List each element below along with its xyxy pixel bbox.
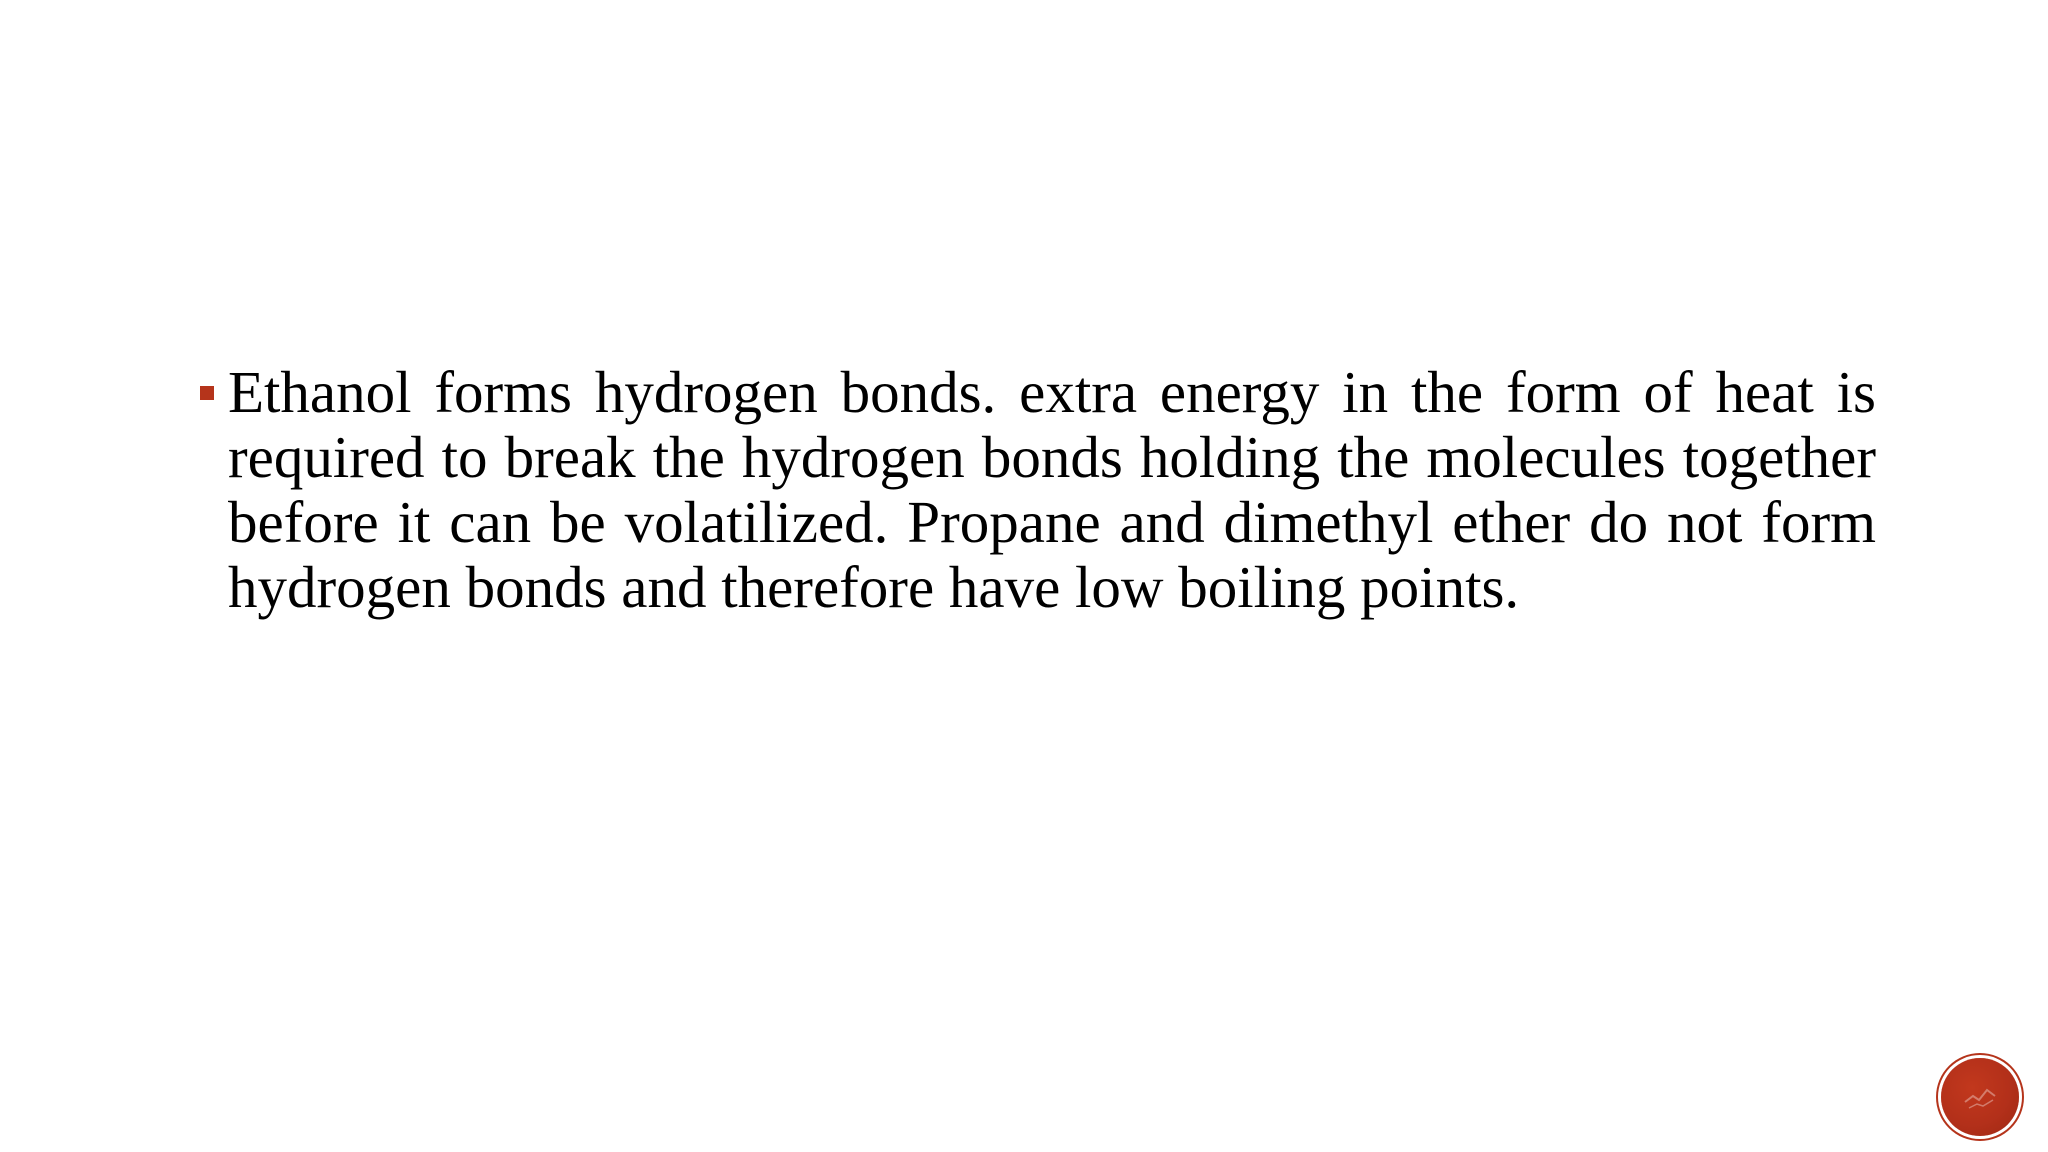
slide-content — [200, 360, 1876, 620]
bullet-text: Ethanol forms hydrogen bonds. extra energy in the form of heat is required to break the hydrogen bonds holding the molecules together before it can be volatilized. Propane and dimethyl ether do not form hydrogen bonds and therefore have low boiling points. — [228, 359, 1876, 620]
slide-number-badge — [1941, 1058, 2019, 1136]
bullet-item — [200, 360, 1876, 620]
badge-texture-icon — [1963, 1082, 1997, 1112]
square-bullet-icon — [200, 386, 214, 400]
